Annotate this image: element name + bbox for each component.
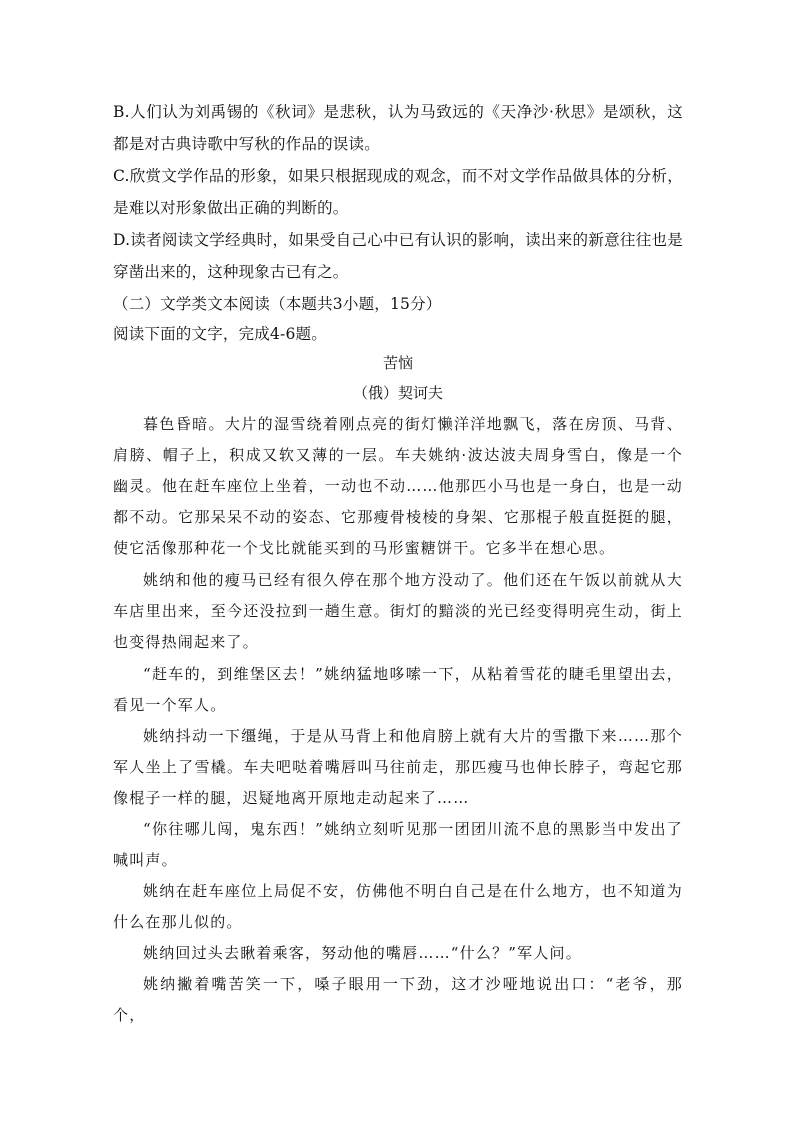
story-paragraph-8: 姚纳撇着嘴苦笑一下，嗓子眼用一下劲，这才沙哑地说出口：“老爷，那个， — [113, 975, 683, 1024]
option-d: D.读者阅读文学经典时，如果受自己心中已有认识的影响，读出来的新意往往也是穿凿出来的，这种现象古已有之。 — [113, 231, 683, 281]
story-paragraph-6: 姚纳在赶车座位上局促不安，仿佛他不明白自己是在什么地方，也不知道为什么在那儿似的。 — [113, 882, 683, 931]
section-heading: （二）文学类文本阅读（本题共3小题，15分） — [113, 295, 442, 313]
story-paragraph-5: “你往哪儿闯，鬼东西！”姚纳立刻听见那一团团川流不息的黑影当中发出了喊叫声。 — [113, 820, 683, 869]
story-paragraph-2: 姚纳和他的瘦马已经有很久停在那个地方没动了。他们还在午饭以前就从大车店里出来，至今还没拉到一趟生意。街灯的黯淡的光已经变得明亮生动，街上也变得热闹起来了。 — [113, 571, 683, 651]
story-paragraph-3: “赶车的，到维堡区去！”姚纳猛地哆嗦一下，从粘着雪花的睫毛里望出去，看见一个军人。 — [113, 665, 683, 714]
story-paragraph-1: 暮色昏暗。大片的湿雪绕着刚点亮的街灯懒洋洋地飘飞，落在房顶、马背、肩膀、帽子上，积成又软又薄的一层。车夫姚纳·波达波夫周身雪白，像是一个幽灵。他在赶车座位上坐着，一动也不动……他那匹小马也是一身白，也是一动都不动。它那呆呆不动的姿态、它那瘦骨棱棱的身架、它那棍子般直挺挺的腿，使它活像那种花一个戈比就能买到的马形蜜糖饼干。它多半在想心思。 — [113, 415, 683, 557]
story-paragraph-7: 姚纳回过头去瞅着乘客，努动他的嘴唇……“什么？”军人问。 — [143, 944, 582, 962]
story-title: 苦恼 — [382, 354, 413, 372]
option-b: B.人们认为刘禹锡的《秋词》是悲秋，认为马致远的《天净沙·秋思》是颂秋，这都是对古典诗歌中写秋的作品的误读。 — [113, 103, 683, 153]
section-instruction: 阅读下面的文字，完成4-6题。 — [113, 325, 327, 343]
option-c: C.欣赏文学作品的形象，如果只根据现成的观念，而不对文学作品做具体的分析，是难以对形象做出正确的判断的。 — [113, 167, 683, 217]
story-author: （俄）契诃夫 — [352, 384, 443, 402]
story-paragraph-4: 姚纳抖动一下缰绳，于是从马背上和他肩膀上就有大片的雪撒下来……那个军人坐上了雪橇。车夫吧哒着嘴唇叫马往前走，那匹瘦马也伸长脖子，弯起它那像棍子一样的腿，迟疑地离开原地走动起来了…… — [113, 727, 683, 807]
